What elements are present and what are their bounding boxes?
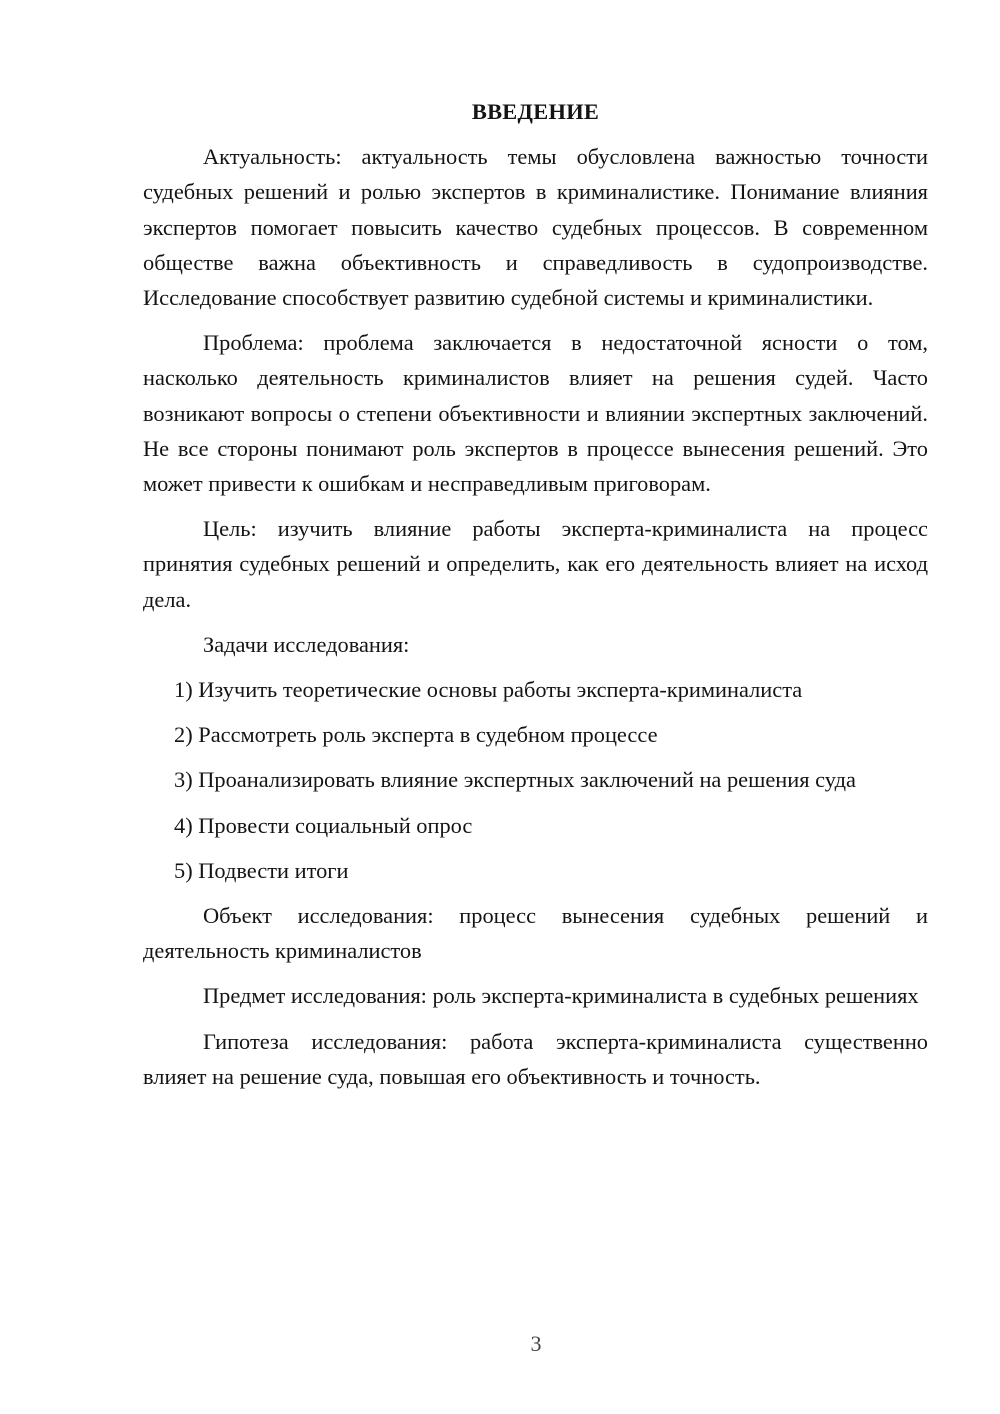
task-item-4: 4) Провести социальный опрос (174, 812, 473, 838)
goal-paragraph: Цель: изучить влияние работы эксперта-криминалиста на процесс принятия судебных решений и определить, как его деятельность влияет на исход дела. (143, 516, 928, 612)
object-paragraph: Объект исследования: процесс вынесения судебных решений и деятельность криминалистов (143, 903, 928, 964)
hypothesis-paragraph: Гипотеза исследования: работа эксперта-криминалиста существенно влияет на решение суда, повышая его объективность и точность. (143, 1028, 928, 1089)
tasks-heading: Задачи исследования: (203, 631, 410, 657)
page-title: ВВЕДЕНИЕ (471, 99, 600, 124)
task-item-5: 5) Подвести итоги (174, 857, 349, 883)
task-item-3: 3) Проанализировать влияние экспертных заключений на решения суда (174, 767, 856, 793)
task-item-2: 2) Рассмотреть роль эксперта в судебном процессе (174, 722, 658, 748)
document-page (143, 94, 928, 1104)
task-item-1: 1) Изучить теоретические основы работы эксперта-криминалиста (174, 677, 803, 703)
relevance-paragraph: Актуальность: актуальность темы обусловлена важностью точности судебных решений и ролью экспертов в криминалистике. Понимание влияния экспертов помогает повысить качество судебных процессов. В современном обществе важна объективность и справедливость в судопроизводстве. Исследование способствует развитию судебной системы и криминалистики. (143, 144, 928, 311)
problem-paragraph: Проблема: проблема заключается в недостаточной ясности о том, насколько деятельность криминалистов влияет на решения судей. Часто возникают вопросы о степени объективности и влиянии экспертных заключений. Не все стороны понимают роль экспертов в процессе вынесения решений. Это может привести к ошибкам и несправедливым приговорам. (143, 330, 928, 497)
subject-paragraph: Предмет исследования: роль эксперта-криминалиста в судебных решениях (203, 983, 919, 1009)
page-number: 3 (530, 1331, 542, 1356)
